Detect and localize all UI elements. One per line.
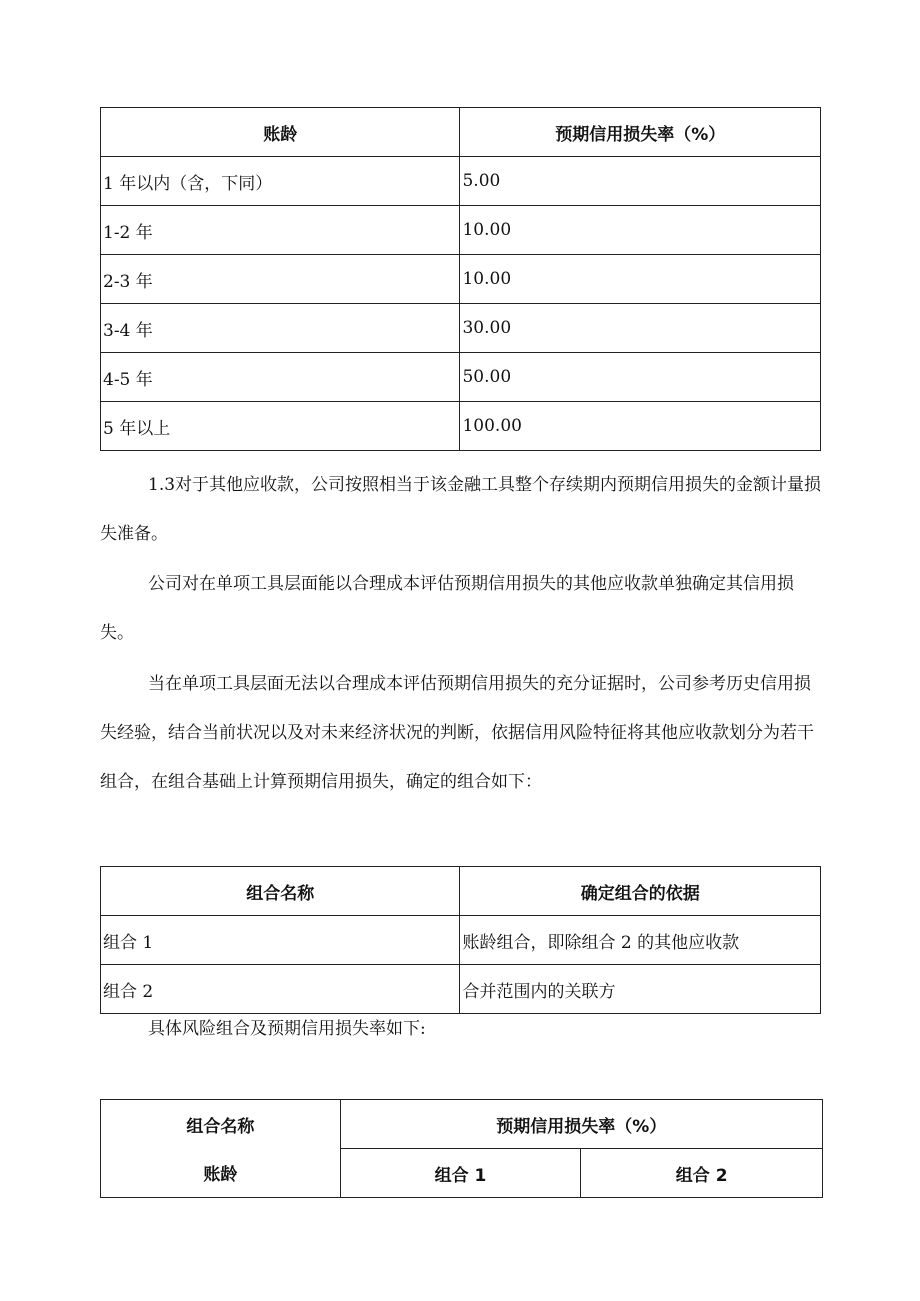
aging-cell: 2-3 年 [101,255,460,304]
aging-cell: 1 年以内（含，下同） [101,157,460,206]
table-row [101,157,821,206]
table-header-row [101,1149,823,1198]
aging-cell: 5 年以上 [101,402,460,451]
basis-cell: 账龄组合，即除组合 2 的其他应收款 [460,916,821,965]
portfolio-cell: 组合 2 [101,965,460,1014]
header-aging: 账龄 [101,1149,341,1198]
header-portfolio-name: 组合名称 [101,867,460,916]
rate-cell: 10.00 [460,255,821,304]
portfolio-basis-table [100,866,821,1014]
table-header-row [101,108,821,157]
header-portfolio-2: 组合 2 [581,1149,823,1198]
header-loss-rate: 预期信用损失率（%） [340,1100,822,1149]
rate-cell: 5.00 [460,157,821,206]
aging-rate-table [100,107,821,451]
rate-cell: 100.00 [460,402,821,451]
paragraph-group-assessment: 当在单项工具层面无法以合理成本评估预期信用损失的充分证据时，公司参考历史信用损失经验，结合当前状况以及对未来经济状况的判断，依据信用风险特征将其他应收款划分为若干组合，在组合基础上计算预期信用损失，确定的组合如下： [100,674,814,792]
portfolio-cell: 组合 1 [101,916,460,965]
table-header-row [101,1100,823,1149]
table-row [101,402,821,451]
aging-cell: 4-5 年 [101,353,460,402]
table-row [101,916,821,965]
aging-cell: 3-4 年 [101,304,460,353]
rate-cell: 10.00 [460,206,821,255]
paragraph-rate-intro: 具体风险组合及预期信用损失率如下: [148,1019,426,1039]
basis-cell: 合并范围内的关联方 [460,965,821,1014]
portfolio-rate-table [100,1099,823,1198]
table-row [101,304,821,353]
header-portfolio-name: 组合名称 [101,1100,341,1149]
paragraph-other-receivables: 1.3对于其他应收款，公司按照相当于该金融工具整个存续期内预期信用损失的金额计量损失准备。 [100,475,822,544]
table-header-row [101,867,821,916]
rate-cell: 30.00 [460,304,821,353]
table-row [101,353,821,402]
paragraph-individual-assessment: 公司对在单项工具层面能以合理成本评估预期信用损失的其他应收款单独确定其信用损失。 [100,574,794,643]
table-row [101,206,821,255]
rate-cell: 50.00 [460,353,821,402]
header-portfolio-1: 组合 1 [340,1149,581,1198]
table-row [101,255,821,304]
header-basis: 确定组合的依据 [460,867,821,916]
header-aging: 账龄 [101,108,460,157]
aging-cell: 1-2 年 [101,206,460,255]
header-loss-rate: 预期信用损失率（%） [460,108,821,157]
